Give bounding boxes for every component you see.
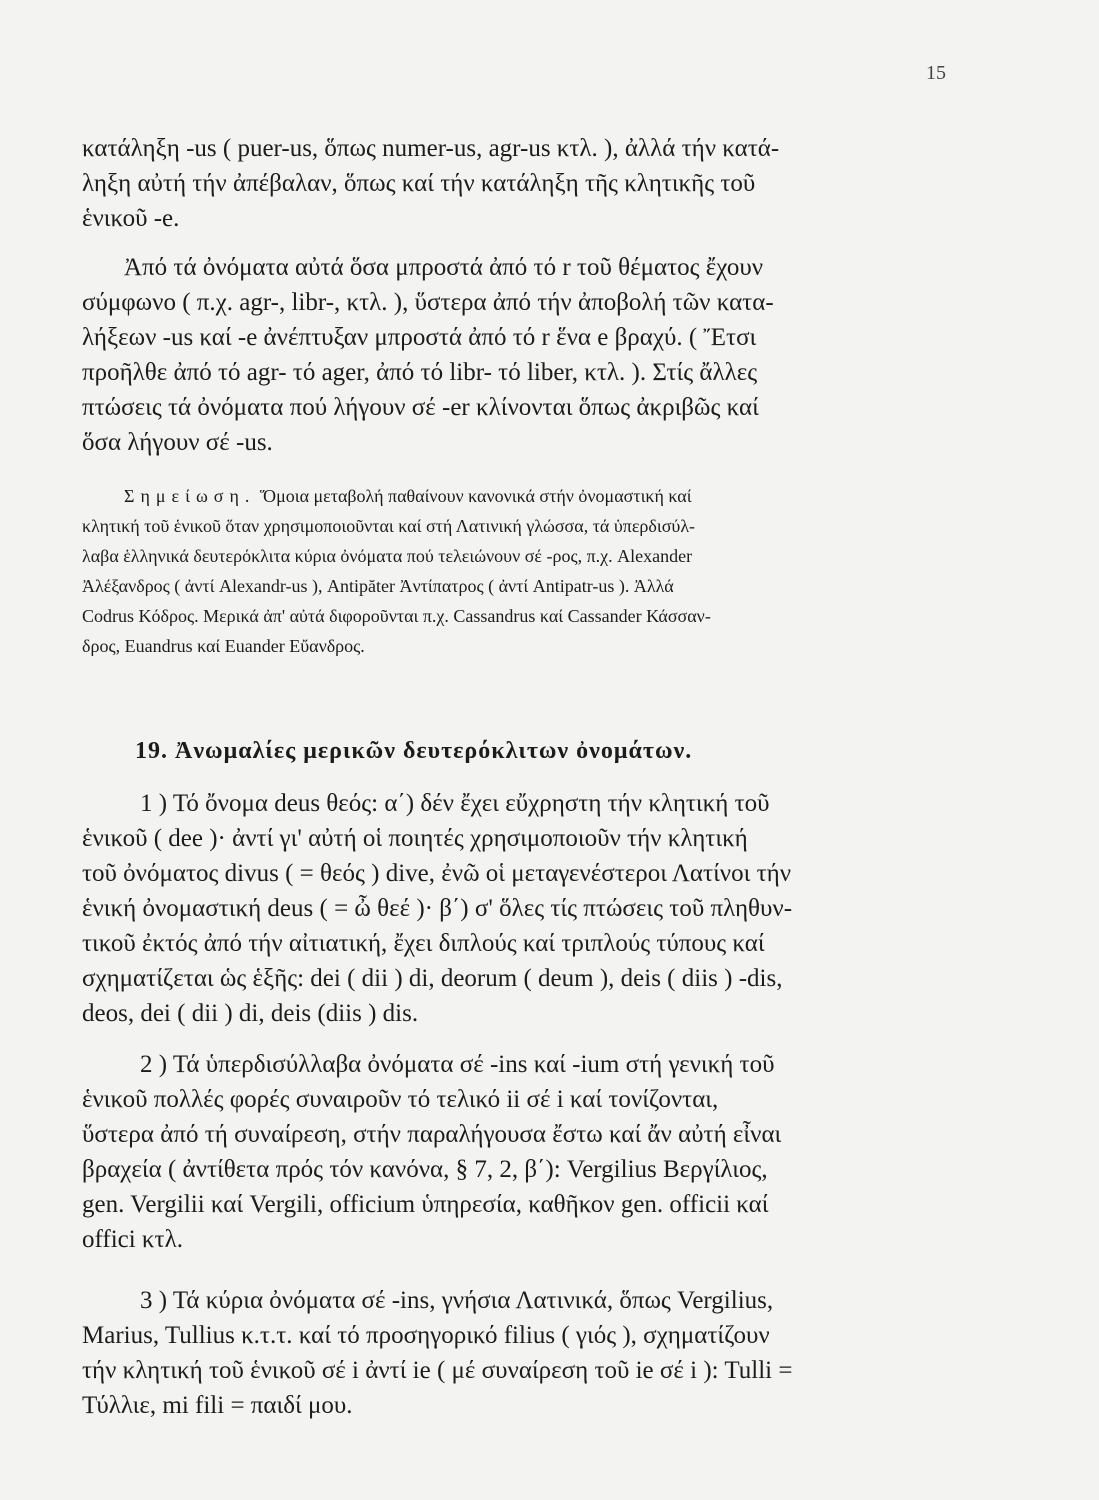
note-line: δρος, Euandrus καί Euander Εὔανδρος. <box>82 636 365 656</box>
item2-line: 2 ) Τά ὑπερδισύλλαβα ὀνόματα σέ -ins καί -ium στή γενική τοῦ <box>140 1051 775 1078</box>
item1-line: ἑνικοῦ ( dee )· ἀντί γι' αὐτή οἱ ποιητές χρησιμοποιοῦν τήν κλητική <box>82 825 748 852</box>
note-line: λαβα ἑλληνικά δευτερόκλιτα κύρια ὀνόματα πού τελειώνουν σέ -ρος, π.χ. Alexander <box>82 546 693 566</box>
page-number: 15 <box>926 62 946 84</box>
item2-line: βραχεία ( ἀντίθετα πρός τόν κανόνα, § 7, 2, β΄): Vergilius Βεργίλιος, <box>82 1156 768 1183</box>
item3-line: Marius, Tullius κ.τ.τ. καί τό προσηγορικό filius ( γιός ), σχηματίζουν <box>82 1322 770 1349</box>
item1-line: τικοῦ ἐκτός ἀπό τήν αἰτιατική, ἔχει διπλούς καί τριπλούς τύπους καί <box>82 930 765 957</box>
item1-line: σχηματίζεται ὡς ἑξῆς: dei ( dii ) di, deorum ( deum ), deis ( diis ) -dis, <box>82 965 783 992</box>
note-line: Codrus Κόδρος. Μερικά ἀπ' αὐτά διφοροῦνται π.χ. Cassandrus καί Cassander Κάσσαν- <box>82 606 711 626</box>
para1-line: ἑνικοῦ -e. <box>82 205 180 232</box>
note-line: κλητική τοῦ ἑνικοῦ ὅταν χρησιμοποιοῦνται καί στή Λατινική γλώσσα, τά ὑπερδισύλ- <box>82 516 696 536</box>
para2-line: πτώσεις τά ὀνόματα πού λήγουν σέ -er κλίνονται ὅπως ἀκριβῶς καί <box>82 394 759 421</box>
item3-line: Τύλλιε, mi fili = παιδί μου. <box>82 1392 353 1419</box>
para1-line: ληξη αὐτή τήν ἀπέβαλαν, ὅπως καί τήν κατάληξη τῆς κλητικῆς τοῦ <box>82 170 756 197</box>
item1-line: deos, dei ( dii ) di, deis (diis ) dis. <box>82 1000 419 1027</box>
item3-line: 3 ) Τά κύρια ὀνόματα σέ -ins, γνήσια Λατινικά, ὅπως Vergilius, <box>140 1287 774 1314</box>
item2-line: gen. Vergilii καί Vergili, officium ὑπηρεσία, καθῆκον gen. officii καί <box>82 1191 769 1218</box>
item1-line: τοῦ ὀνόματος divus ( = θεός ) dive, ἐνῶ οἱ μεταγενέστεροι Λατίνοι τήν <box>82 860 792 887</box>
item3-line: τήν κλητική τοῦ ἑνικοῦ σέ i ἀντί ie ( μέ συναίρεση τοῦ ie σέ i ): Tulli = <box>82 1357 793 1384</box>
item2-line: ἑνικοῦ πολλές φορές συναιροῦν τό τελικό ii σέ i καί τονίζονται, <box>82 1086 719 1113</box>
para1-line: κατάληξη -us ( puer-us, ὅπως numer-us, agr-us κτλ. ), ἀλλά τήν κατά- <box>82 135 780 162</box>
item1-line: ἑνική ὀνομαστική deus ( = ὦ θεέ )· β΄) σ' ὅλες τίς πτώσεις τοῦ πληθυν- <box>82 895 793 922</box>
note-line: Ὅμοια μεταβολή παθαίνουν κανονικά στήν ὀνομαστική καί <box>259 486 692 506</box>
item1-line: 1 ) Τό ὄνομα deus θεός: α΄) δέν ἔχει εὔχρηστη τήν κλητική τοῦ <box>140 790 770 817</box>
note-label: Σημείωση. <box>124 486 256 506</box>
note-line: Ἀλέξανδρος ( ἀντί Alexandr-us ), Antipăter Ἀντίπατρος ( ἀντί Antipatr-us ). Ἀλλά <box>82 576 674 596</box>
section-heading: 19. Ἀνωμαλίες μερικῶν δευτερόκλιτων ὀνομάτων. <box>135 738 693 764</box>
para2-line: Ἀπό τά ὀνόματα αὐτά ὅσα μπροστά ἀπό τό r τοῦ θέματος ἔχουν <box>124 254 764 281</box>
para2-line: ὅσα λήγουν σέ -us. <box>82 429 273 456</box>
item2-line: offici κτλ. <box>82 1226 183 1253</box>
para2-line: σύμφωνο ( π.χ. agr-, libr-, κτλ. ), ὕστερα ἀπό τήν ἀποβολή τῶν κατα- <box>82 289 774 316</box>
para2-line: προῆλθε ἀπό τό agr- τό ager, ἀπό τό libr- τό liber, κτλ. ). Στίς ἄλλες <box>82 359 758 386</box>
item2-line: ὕστερα ἀπό τή συναίρεση, στήν παραλήγουσα ἔστω καί ἄν αὐτή εἶναι <box>82 1121 782 1148</box>
para2-line: λήξεων -us καί -e ἀνέπτυξαν μπροστά ἀπό τό r ἕνα e βραχύ. ( Ἔτσι <box>82 324 757 351</box>
note-first-line <box>124 486 692 507</box>
